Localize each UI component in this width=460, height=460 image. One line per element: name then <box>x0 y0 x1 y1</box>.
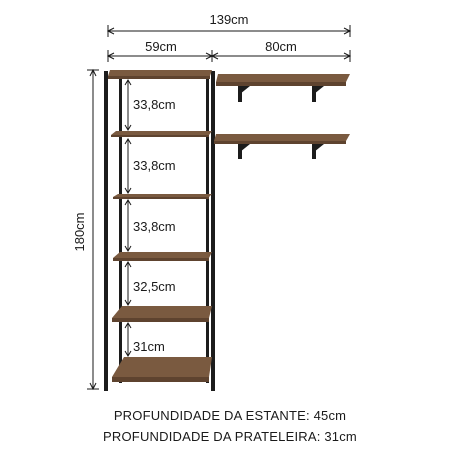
bookcase-shelf <box>108 70 212 79</box>
estante-depth-note: PROFUNDIDADE DA ESTANTE: 45cm <box>113 408 347 423</box>
bookcase-shelf <box>113 194 212 199</box>
wall-shelf-upper <box>216 74 350 102</box>
height-dimension <box>87 70 99 389</box>
total-width-label: 139cm <box>209 12 249 27</box>
shelf-gap-label: 31cm <box>133 339 165 354</box>
shelf-bracket <box>238 86 250 102</box>
shelf-bracket <box>238 144 250 159</box>
shelf-gap-label: 33,8cm <box>133 97 176 112</box>
wall-shelf-lower <box>214 134 350 159</box>
height-label: 180cm <box>72 212 87 252</box>
shelf-gap-label: 33,8cm <box>133 158 176 173</box>
left-width-label: 59cm <box>145 39 177 54</box>
bookcase-shelf <box>112 357 212 382</box>
shelf-gap-label: 32,5cm <box>133 279 176 294</box>
prateleira-depth-note: PROFUNDIDADE DA PRATELEIRA: 31cm <box>103 429 357 444</box>
bookcase-shelf <box>112 306 212 322</box>
bookcase-shelf <box>113 252 212 261</box>
bookcase-shelf <box>111 131 212 137</box>
right-width-label: 80cm <box>265 39 297 54</box>
shelf-bracket <box>312 144 324 159</box>
shelf-bracket <box>312 86 324 102</box>
shelf-gap-label: 33,8cm <box>133 219 176 234</box>
